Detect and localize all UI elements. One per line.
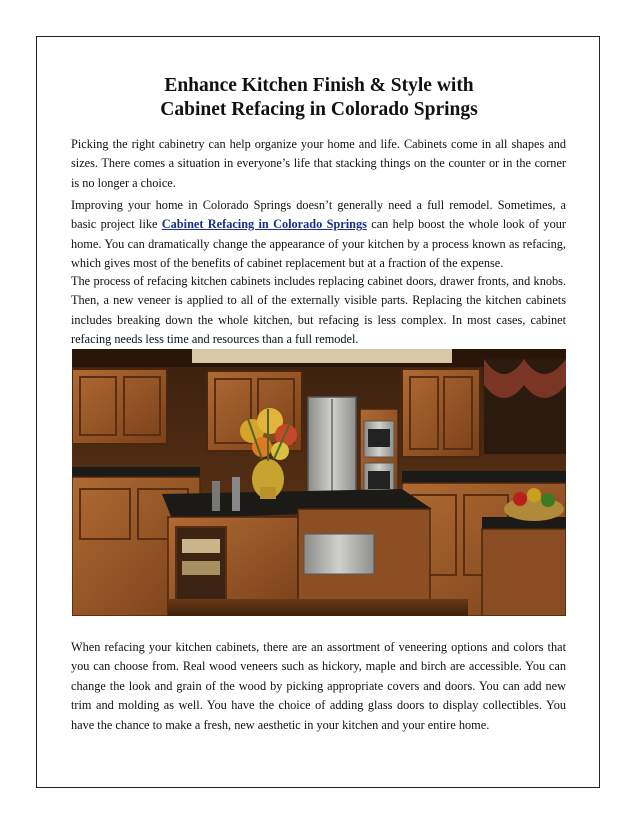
cabinet-refacing-link[interactable]: Cabinet Refacing in Colorado Springs bbox=[161, 217, 367, 232]
title-line-1: Enhance Kitchen Finish & Style with bbox=[164, 75, 474, 96]
paragraph-process: The process of refacing kitchen cabinets includes replacing cabinet doors, drawer fronts, and knobs. Then, a new veneer is applied to all of the externally visible parts. Replacing the kitchen cabinets includes breaking down the whole kitchen, but refacing is less complex. In most cases, cabinet refacing needs less time and resources than a full remodel. bbox=[71, 274, 566, 347]
title-line-2: Cabinet Refacing in Colorado Springs bbox=[160, 99, 478, 120]
paragraph-improving bbox=[71, 196, 566, 274]
paragraph-improving-text-end: can help boost the whole look of your home. You can dramatically change the appearance of your kitchen by a process known as refacing, which gives most of the benefits of cabinet replacement but at a fraction of the expense. bbox=[71, 217, 567, 271]
paragraph-veneer-options: When refacing your kitchen cabinets, there are an assortment of veneering options and colors that you can choose from. Real wood veneers such as hickory, maple and birch are accessible. You can change the look and grain of the wood by picking appropriate covers and doors. You can add new trim and molding as well. You have the choice of adding glass doors to display collectibles. You have the chance to make a fresh, new aesthetic in your kitchen and your entire home. bbox=[71, 640, 566, 732]
kitchen-photo bbox=[72, 349, 566, 616]
page-title bbox=[70, 74, 568, 122]
paragraph-intro: Picking the right cabinetry can help organize your home and life. Cabinets come in all shapes and sizes. There comes a situation in everyone’s life that stacking things on the counter or in the corner is no longer a choice. bbox=[71, 137, 566, 190]
paragraph-improving-text-start: Improving your home in Colorado Springs doesn’t generally need a full remodel. Sometimes, a basic project like bbox=[71, 198, 566, 232]
